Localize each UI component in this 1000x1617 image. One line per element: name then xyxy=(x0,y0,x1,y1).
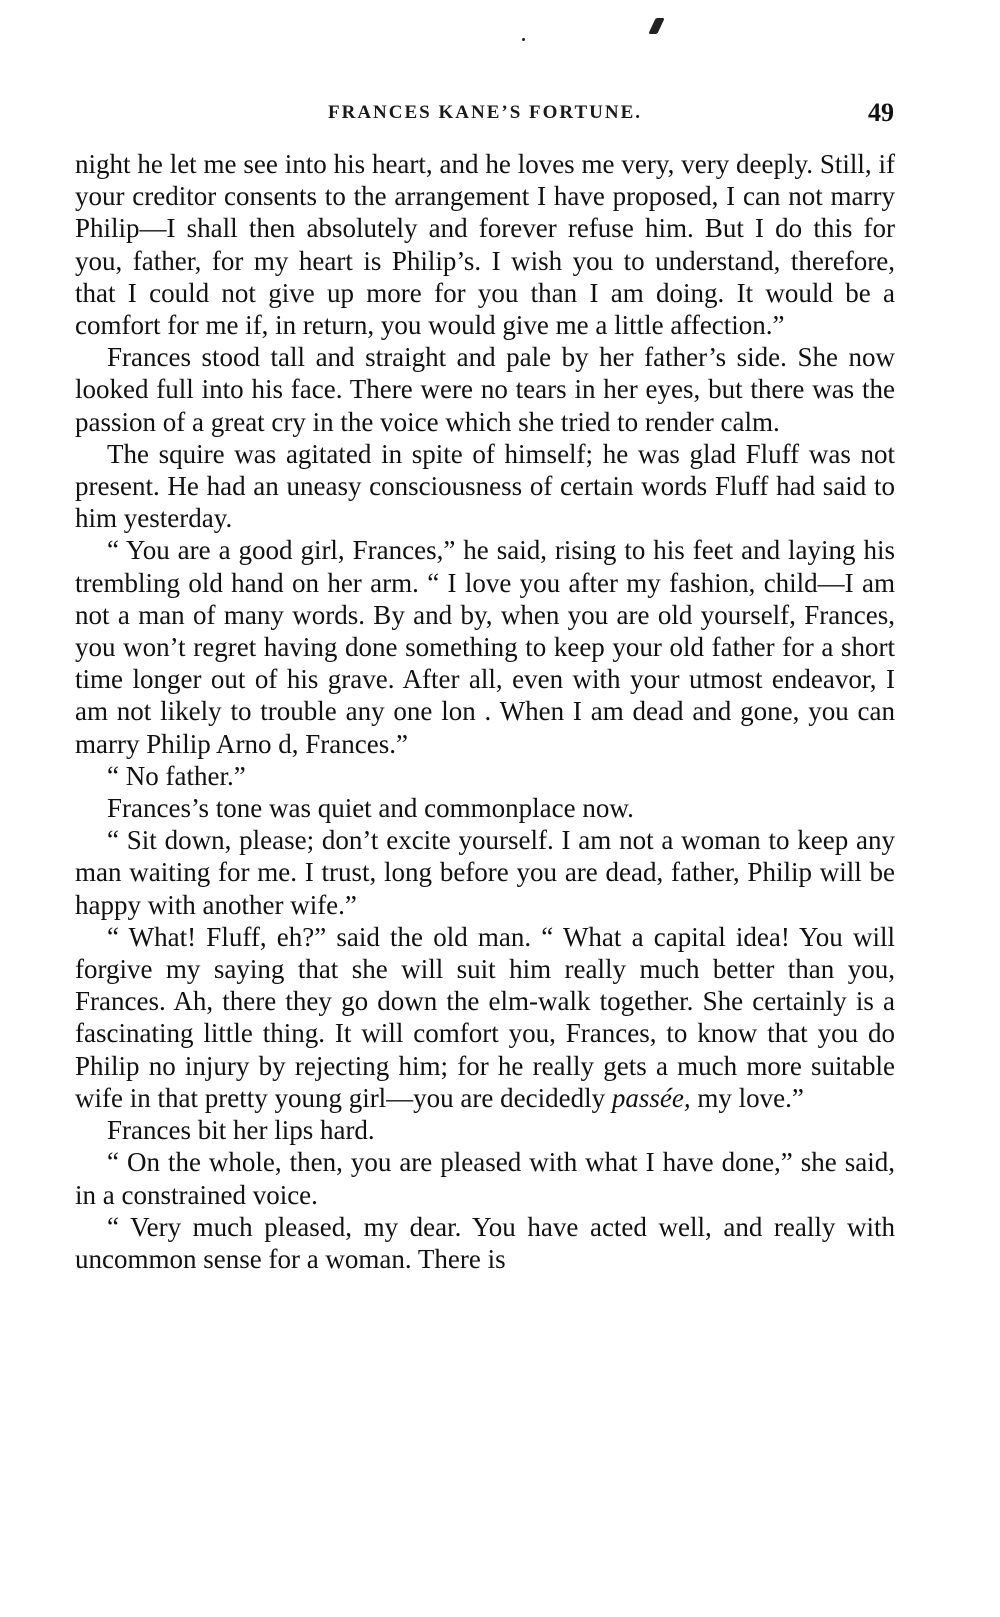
paragraph: Frances’s tone was quiet and commonplace now. xyxy=(107,793,634,824)
paragraph-text: “ What! Fluff, eh?” said the old man. “ What a capital idea! You will forgive my saying that she will suit him really much better than you, Frances. Ah, there they go down the elm-walk together. She certainly is a fascinating little thing. It will comfort you, Frances, to know that you do Philip no injury by rejecting him; for he really gets a much more suitable wife in that pretty young girl—you are decidedly xyxy=(75,921,895,1113)
page-number: 49 xyxy=(868,98,894,127)
paragraph: “ On the whole, then, you are pleased with what I have done,” she said, in a constrained voice. xyxy=(75,1147,895,1210)
running-header xyxy=(76,98,894,132)
paragraph: Frances stood tall and straight and pale by her father’s side. She now looked full into his face. There were no tears in her eyes, but there was the passion of a great cry in the voice which she tried to render calm. xyxy=(75,342,895,437)
scan-ink-dot xyxy=(522,38,525,41)
paragraph: “ Very much pleased, my dear. You have acted well, and really with uncommon sense for a woman. There is xyxy=(75,1211,895,1274)
body-text xyxy=(75,148,895,1275)
paragraph-with-italic xyxy=(75,921,895,1114)
paragraph: “ No father.” xyxy=(107,760,246,791)
running-title: FRANCES KANE’S FORTUNE. xyxy=(328,102,642,123)
italic-word: passée, xyxy=(611,1082,691,1113)
paragraph: night he let me see into his heart, and he loves me very, very deeply. Still, if your creditor consents to the arrangement I have proposed, I can not marry Philip—I shall then absolutely and forever refuse him. But I do this for you, father, for my heart is Philip’s. I wish you to understand, therefore, that I could not give up more for you than I am doing. It would be a comfort for me if, in return, you would give me a little affection.” xyxy=(75,149,895,341)
scan-ink-mark xyxy=(648,18,664,34)
paragraph: Frances bit her lips hard. xyxy=(107,1115,375,1146)
paragraph: The squire was agitated in spite of himself; he was glad Fluff was not present. He had an uneasy consciousness of certain words Fluff had said to him yesterday. xyxy=(75,438,895,534)
paragraph: “ Sit down, please; don’t excite yourself. I am not a woman to keep any man waiting for me. I trust, long before you are dead, father, Philip will be happy with another wife.” xyxy=(75,825,895,920)
paragraph: “ You are a good girl, Frances,” he said, rising to his feet and laying his trembling old hand on her arm. “ I love you after my fashion, child—I am not a man of many words. By and by, when you are old yourself, Frances, you won’t regret having done something to keep your old father for a short time longer out of his grave. After all, even with your utmost endeavor, I am not likely to trouble any one lon . When I am dead and gone, you can marry Philip Arno d, Frances.” xyxy=(75,535,895,759)
paragraph-tail: my love.” xyxy=(690,1082,804,1113)
